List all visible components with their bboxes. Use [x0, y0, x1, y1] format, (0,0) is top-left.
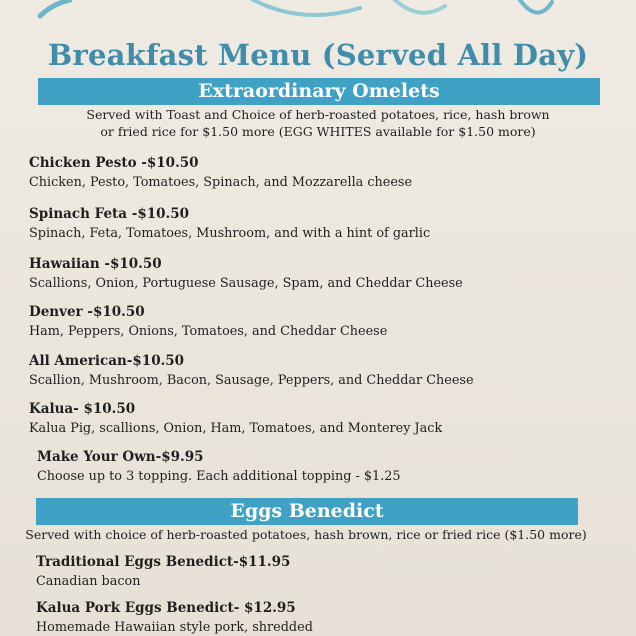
item-description: Scallion, Mushroom, Bacon, Sausage, Peppers, and Cheddar Cheese: [29, 373, 474, 388]
menu-item-make-your-own: [37, 449, 627, 485]
item-name: Denver -$10.50: [29, 304, 145, 320]
item-name: Spinach Feta -$10.50: [29, 206, 190, 222]
item-description: Scallions, Onion, Portuguese Sausage, Spam, and Cheddar Cheese: [29, 276, 463, 291]
item-description: Chicken, Pesto, Tomatoes, Spinach, and Mozzarella cheese: [29, 175, 413, 190]
section-heading-omelets: Extraordinary Omelets: [38, 78, 600, 105]
menu-title: Breakfast Menu (Served All Day): [47, 38, 589, 72]
note-line: Served with Toast and Choice of herb-roasted potatoes, rice, hash brown: [86, 107, 550, 122]
item-description: Kalua Pig, scallions, Onion, Ham, Tomatoes, and Monterey Jack: [29, 421, 443, 436]
item-name: Hawaiian -$10.50: [29, 256, 162, 272]
item-description: Choose up to 3 topping. Each additional topping - $1.25: [37, 469, 401, 484]
section-note-eggs-benedict: [0, 526, 612, 543]
item-name: Make Your Own-$9.95: [37, 449, 204, 465]
restaurant-logo: [0, 0, 636, 24]
menu-item-all-american: [29, 353, 619, 389]
item-name: Kalua Pork Eggs Benedict- $12.95: [36, 600, 296, 616]
item-name: Traditional Eggs Benedict-$11.95: [36, 554, 291, 570]
item-name: Chicken Pesto -$10.50: [29, 155, 199, 171]
note-line: Served with choice of herb-roasted potatoes, hash brown, rice or fried rice ($1.50 more): [25, 527, 587, 542]
item-description: Spinach, Feta, Tomatoes, Mushroom, and with a hint of garlic: [29, 226, 431, 241]
logo-flourish-icon: [0, 0, 636, 24]
note-line: or fried rice for $1.50 more (EGG WHITES available for $1.50 more): [100, 124, 536, 139]
menu-item-kalua: [29, 401, 619, 437]
item-name: Kalua- $10.50: [29, 401, 136, 417]
item-description: Ham, Peppers, Onions, Tomatoes, and Cheddar Cheese: [29, 324, 388, 339]
section-note-omelets: [0, 106, 636, 140]
menu-item-spinach-feta: [29, 206, 619, 242]
menu-item-traditional-eggs-benedict: [36, 554, 626, 590]
section-heading-eggs-benedict: Eggs Benedict: [36, 498, 578, 525]
menu-item-hawaiian: [29, 256, 619, 292]
menu-item-denver: [29, 304, 619, 340]
item-description: Homemade Hawaiian style pork, shredded: [36, 620, 313, 635]
item-description: Canadian bacon: [36, 574, 141, 589]
menu-item-kalua-pork-eggs-benedict: [36, 600, 626, 636]
menu-item-chicken-pesto: [29, 155, 619, 191]
item-name: All American-$10.50: [29, 353, 185, 369]
